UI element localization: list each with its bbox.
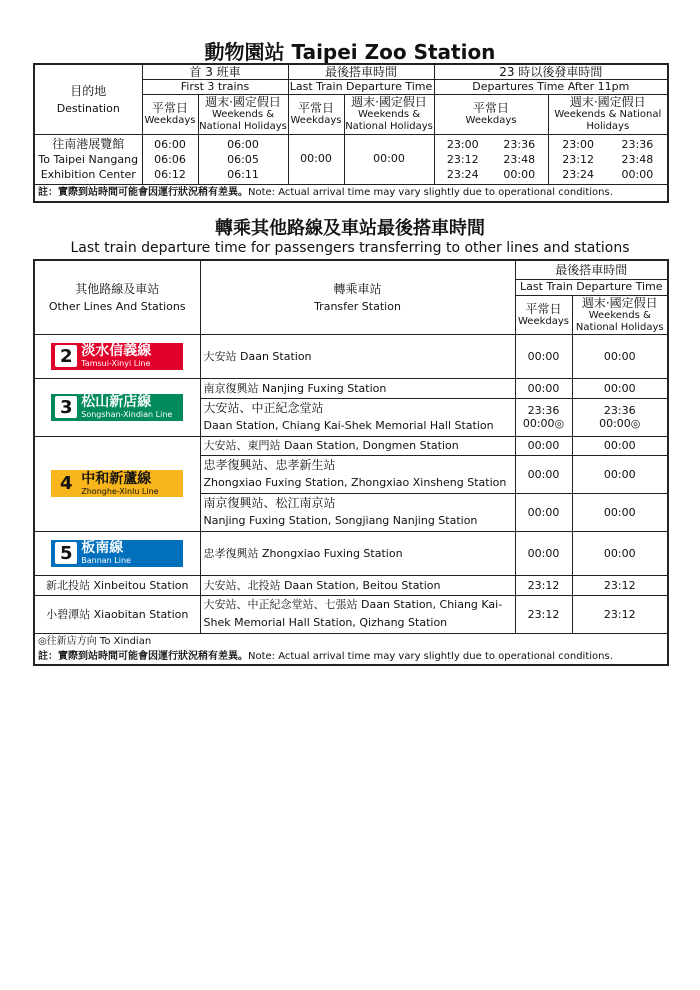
other-station-xiaobitan: 小碧潭站 Xiaobitan Station xyxy=(34,595,200,633)
weekend-time: 23:36 00:00◎ xyxy=(572,398,668,436)
line-3-number: 3 xyxy=(55,396,77,418)
weekend-time: 00:00 xyxy=(572,493,668,531)
line-2-cell xyxy=(34,334,200,378)
weekdays-header: 平常日 Weekdays xyxy=(434,94,548,134)
first-trains-header-en: First 3 trains xyxy=(142,80,288,94)
destination-cell: 往南港展覽館 To Taipei Nangang Exhibition Center xyxy=(34,134,142,184)
transfer-station: 大安站、北投站 Daan Station, Beitou Station xyxy=(200,575,515,595)
weekday-time: 00:00 xyxy=(515,378,572,398)
last-train-header-en: Last Train Departure Time xyxy=(515,279,668,295)
weekday-time: 00:00 xyxy=(515,436,572,455)
weekday-time: 23:12 xyxy=(515,575,572,595)
weekday-time: 00:00 xyxy=(515,334,572,378)
transfer-station: 大安站、東門站 Daan Station, Dongmen Station xyxy=(200,436,515,455)
weekday-time: 00:00 xyxy=(515,455,572,493)
line-5-cell xyxy=(34,531,200,575)
last-train-header-zh: 最後搭車時間 xyxy=(515,260,668,279)
transfer-station: 大安站 Daan Station xyxy=(200,334,515,378)
operational-note: ◎往新店方向 To Xindian 註：實際到站時間可能會因運行狀況稍有差異。Note: Actual arrival time may vary slightly due to operational conditions. xyxy=(34,633,668,665)
weekday-time: 00:00 xyxy=(515,531,572,575)
operational-note: 註：實際到站時間可能會因運行狀況稍有差異。Note: Actual arrival time may vary slightly due to operational conditions. xyxy=(34,184,668,202)
line-3-cell xyxy=(34,378,200,436)
weekdays-header: 平常日 Weekdays xyxy=(515,295,572,334)
zoo-station-timetable xyxy=(33,63,669,203)
weekends-header: 週末·國定假日 Weekends & National Holidays xyxy=(199,94,287,133)
weekend-time: 23:12 xyxy=(572,595,668,633)
transfer-subtitle: Last train departure time for passengers transferring to other lines and stations xyxy=(70,240,630,256)
other-station-xinbeitou: 新北投站 Xinbeitou Station xyxy=(34,575,200,595)
transfer-station: 大安站、中正紀念堂站 Daan Station, Chiang Kai-Shek Memorial Hall Station xyxy=(200,398,515,436)
line-5-badge: 5 板南線 Bannan Line xyxy=(51,540,183,567)
after-11pm-weekdays: 23:00 23:36 23:12 23:48 23:24 00:00 xyxy=(434,134,548,184)
weekdays-header: 平常日 Weekdays xyxy=(288,94,344,134)
transfer-station: 忠孝復興站 Zhongxiao Fuxing Station xyxy=(200,531,515,575)
weekday-time: 23:12 xyxy=(515,595,572,633)
weekends-header: 週末·國定假日 Weekends & National Holidays xyxy=(548,94,668,134)
line-4-badge: 4 中和新蘆線 Zhonghe-Xinlu Line xyxy=(51,470,183,497)
weekdays-header: 平常日 Weekdays xyxy=(142,94,198,134)
weekend-time: 00:00 xyxy=(572,455,668,493)
other-lines-header: 其他路線及車站 Other Lines And Stations xyxy=(34,260,200,334)
weekends-header: 週末·國定假日 Weekends & National Holidays xyxy=(345,94,433,133)
transfer-station: 南京復興站 Nanjing Fuxing Station xyxy=(200,378,515,398)
after-11pm-weekends: 23:00 23:36 23:12 23:48 23:24 00:00 xyxy=(548,134,668,184)
line-4-cell xyxy=(34,436,200,531)
first-trains-weekends: 06:00 06:05 06:11 xyxy=(198,134,288,184)
after-11pm-header-zh: 23 時以後發車時間 xyxy=(434,64,668,80)
weekends-header: 週末·國定假日 Weekends & National Holidays xyxy=(572,295,668,334)
last-train-header-en: Last Train Departure Time xyxy=(289,80,433,94)
last-train-weekdays: 00:00 xyxy=(288,134,344,184)
transfer-station-header: 轉乘車站 Transfer Station xyxy=(200,260,515,334)
symbol-note: ◎往新店方向 To Xindian xyxy=(38,636,152,648)
weekend-time: 00:00 xyxy=(572,378,668,398)
line-5-number: 5 xyxy=(55,542,77,564)
line-2-badge: 2 淡水信義線 Tamsui-Xinyi Line xyxy=(51,343,183,370)
first-trains-header-zh: 首 3 班車 xyxy=(142,64,288,80)
weekday-time: 00:00 xyxy=(515,493,572,531)
first-trains-weekdays: 06:00 06:06 06:12 xyxy=(142,134,198,184)
weekend-time: 23:12 xyxy=(572,575,668,595)
transfer-title: 轉乘其他路線及車站最後搭車時間 xyxy=(215,218,485,239)
transfer-timetable xyxy=(33,259,669,666)
weekend-time: 00:00 xyxy=(572,334,668,378)
last-train-header-zh: 最後搭車時間 xyxy=(288,64,434,80)
destination-header: 目的地 Destination xyxy=(34,64,142,134)
weekend-time: 00:00 xyxy=(572,531,668,575)
transfer-station: 大安站、中正紀念堂站、七張站 Daan Station, Chiang Kai-Shek Memorial Hall Station, Qizhang Station xyxy=(200,595,515,633)
last-train-weekends: 00:00 xyxy=(344,134,434,184)
transfer-station: 南京復興站、松江南京站 Nanjing Fuxing Station, Songjiang Nanjing Station xyxy=(200,493,515,531)
weekday-time: 23:36 00:00◎ xyxy=(515,398,572,436)
line-4-number: 4 xyxy=(59,473,73,495)
after-11pm-header-en: Departures Time After 11pm xyxy=(434,80,668,94)
line-2-number: 2 xyxy=(55,345,77,367)
weekend-time: 00:00 xyxy=(572,436,668,455)
page-title: 動物園站 Taipei Zoo Station xyxy=(204,40,496,64)
line-3-badge: 3 松山新店線 Songshan-Xindian Line xyxy=(51,394,183,421)
transfer-station: 忠孝復興站、忠孝新生站 Zhongxiao Fuxing Station, Zhongxiao Xinsheng Station xyxy=(200,455,515,493)
